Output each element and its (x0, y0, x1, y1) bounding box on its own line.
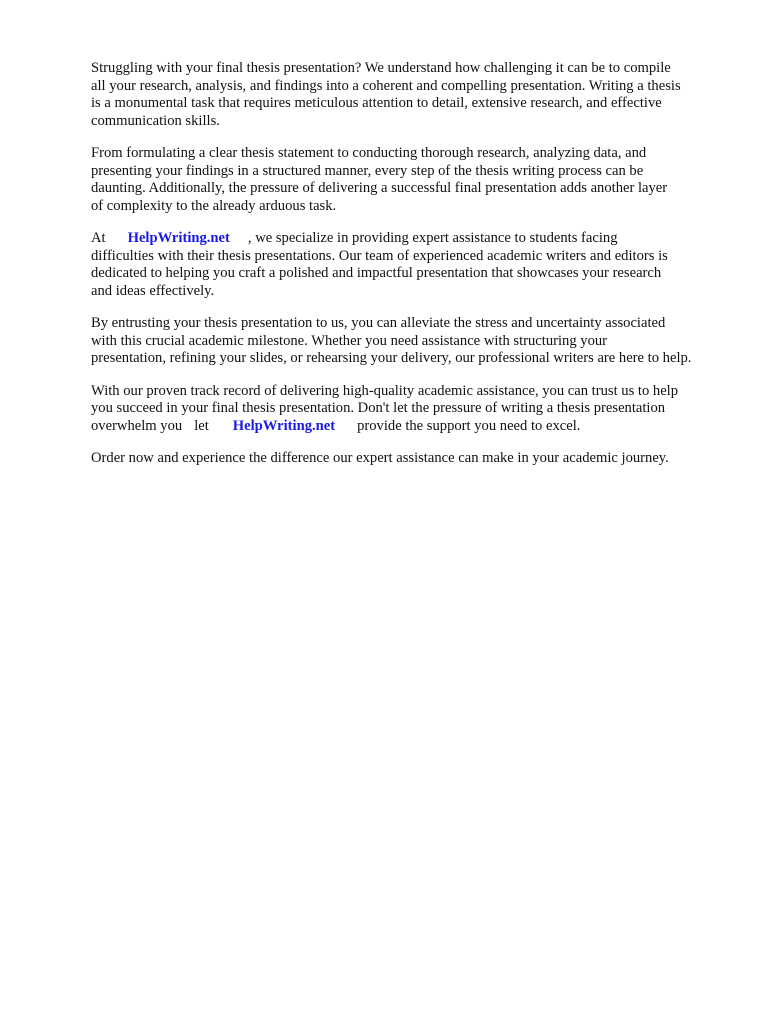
text-line: By entrusting your thesis presentation to us, you can alleviate the stress and uncertainty associated (91, 315, 666, 331)
text-line: of complexity to the already arduous task. (91, 197, 337, 214)
paragraph-order-now (91, 450, 741, 468)
text-line: difficulties with their thesis presentations. Our team of experienced academic writers and editors is (91, 247, 668, 264)
text-fragment: overwhelm you (91, 417, 183, 434)
text-fragment: At (91, 230, 106, 246)
text-line: Struggling with your final thesis presentation? We understand how challenging it can be to compile (91, 60, 671, 76)
text-fragment: let (194, 417, 209, 434)
text-line-with-link (91, 418, 741, 436)
text-line: and ideas effectively. (91, 282, 215, 299)
text-line: dedicated to helping you craft a polished and impactful presentation that showcases your research (91, 265, 662, 281)
text-line-with-link (91, 230, 741, 248)
text-line: all your research, analysis, and findings into a coherent and compelling presentation. Writing a thesis (91, 77, 681, 94)
text-line: you succeed in your final thesis presentation. Don't let the pressure of writing a thesis presentation (91, 400, 666, 416)
text-line: From formulating a clear thesis statement to conducting thorough research, analyzing data, and (91, 145, 647, 161)
paragraph-entrust (91, 315, 741, 368)
text-fragment: , we specialize in providing expert assistance to students facing (247, 230, 618, 246)
text-line: With our proven track record of delivering high-quality academic assistance, you can trust us to help (91, 382, 679, 399)
paragraph-challenges (91, 145, 741, 215)
document-body (91, 60, 741, 483)
paragraph-track-record (91, 383, 741, 436)
text-line: with this crucial academic milestone. Whether you need assistance with structuring your (91, 332, 608, 349)
text-line: communication skills. (91, 112, 220, 129)
text-line: daunting. Additionally, the pressure of delivering a successful final presentation adds another layer (91, 180, 668, 196)
paragraph-service (91, 230, 741, 300)
text-line: Order now and experience the difference our expert assistance can make in your academic journey. (91, 450, 669, 466)
text-line: presenting your findings in a structured manner, every step of the thesis writing process can be (91, 162, 644, 179)
paragraph-intro (91, 60, 741, 130)
text-fragment: provide the support you need to excel. (357, 417, 581, 434)
text-line: presentation, refining your slides, or rehearsing your delivery, our professional writers are here to help. (91, 350, 692, 366)
helpwriting-link[interactable]: HelpWriting.net (232, 417, 336, 434)
helpwriting-link[interactable]: HelpWriting.net (127, 230, 230, 246)
text-line: is a monumental task that requires meticulous attention to detail, extensive research, and effective (91, 95, 662, 111)
